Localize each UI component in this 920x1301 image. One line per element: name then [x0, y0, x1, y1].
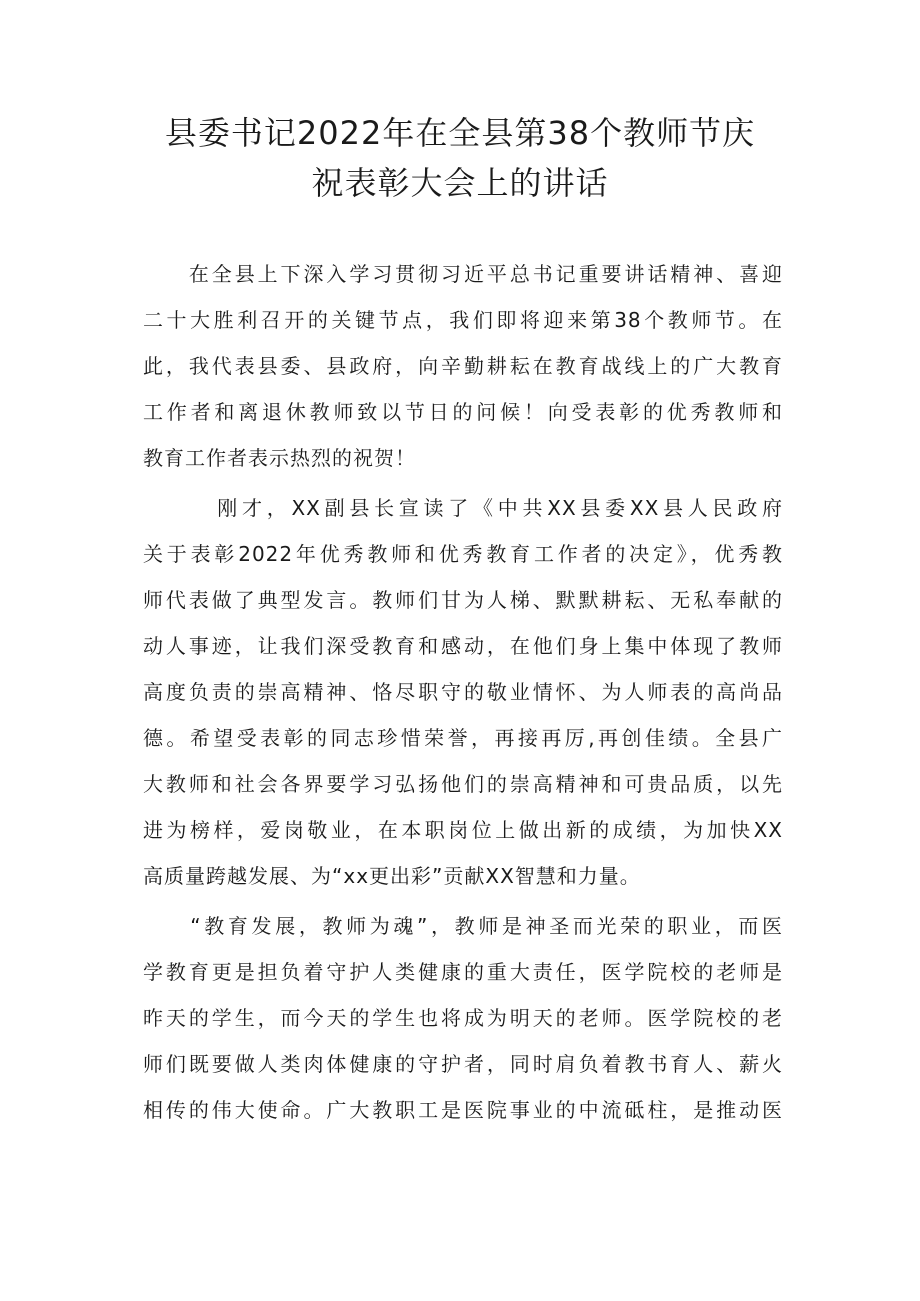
text-line: 昨天的学生，而今天的学生也将成为明天的老师。医学院校的老	[143, 1006, 783, 1030]
text-line: 刚才，XX副县长宣读了《中共XX县委XX县人民政府	[143, 496, 783, 520]
text-line: 教育工作者表示热烈的祝贺！	[143, 446, 416, 470]
text-line: 进为榜样，爱岗敬业，在本职岗位上做出新的成绩，为加快XX	[143, 818, 783, 842]
text-line: 高质量跨越发展、为“xx更出彩”贡献XX智慧和力量。	[143, 864, 641, 888]
text-line: 关于表彰2022年优秀教师和优秀教育工作者的决定》，优秀教	[143, 542, 783, 566]
text-line: 师们既要做人类肉体健康的守护者，同时肩负着教书育人、薪火	[143, 1052, 783, 1076]
paragraph-3	[143, 903, 783, 1133]
text-line: 动人事迹，让我们深受教育和感动，在他们身上集中体现了教师	[143, 634, 783, 658]
paragraph-2	[143, 485, 783, 899]
text-line: “教育发展，教师为魂”，教师是神圣而光荣的职业，而医	[143, 914, 783, 938]
title-line: 祝表彰大会上的讲话	[311, 164, 609, 202]
text-line: 工作者和离退休教师致以节日的问候！向受表彰的优秀教师和	[143, 400, 783, 424]
text-line: 二十大胜利召开的关键节点，我们即将迎来第38个教师节。在	[143, 308, 783, 332]
text-line: 在全县上下深入学习贯彻习近平总书记重要讲话精神、喜迎	[143, 262, 783, 286]
document-body	[143, 251, 783, 1133]
text-line: 相传的伟大使命。广大教职工是医院事业的中流砥柱，是推动医	[143, 1098, 783, 1122]
text-line: 学教育更是担负着守护人类健康的重大责任，医学院校的老师是	[143, 960, 783, 984]
document-title	[130, 108, 790, 208]
text-line: 高度负责的崇高精神、恪尽职守的敬业情怀、为人师表的高尚品	[143, 680, 783, 704]
text-line: 师代表做了典型发言。教师们甘为人梯、默默耕耘、无私奉献的	[143, 588, 783, 612]
paragraph-1	[143, 251, 783, 481]
text-line: 大教师和社会各界要学习弘扬他们的崇高精神和可贵品质，以先	[143, 772, 783, 796]
text-line: 德。希望受表彰的同志珍惜荣誉，再接再厉,再创佳绩。全县广	[143, 726, 783, 750]
title-line: 县委书记2022年在全县第38个教师节庆	[164, 114, 756, 152]
text-line: 此，我代表县委、县政府，向辛勤耕耘在教育战线上的广大教育	[143, 354, 783, 378]
